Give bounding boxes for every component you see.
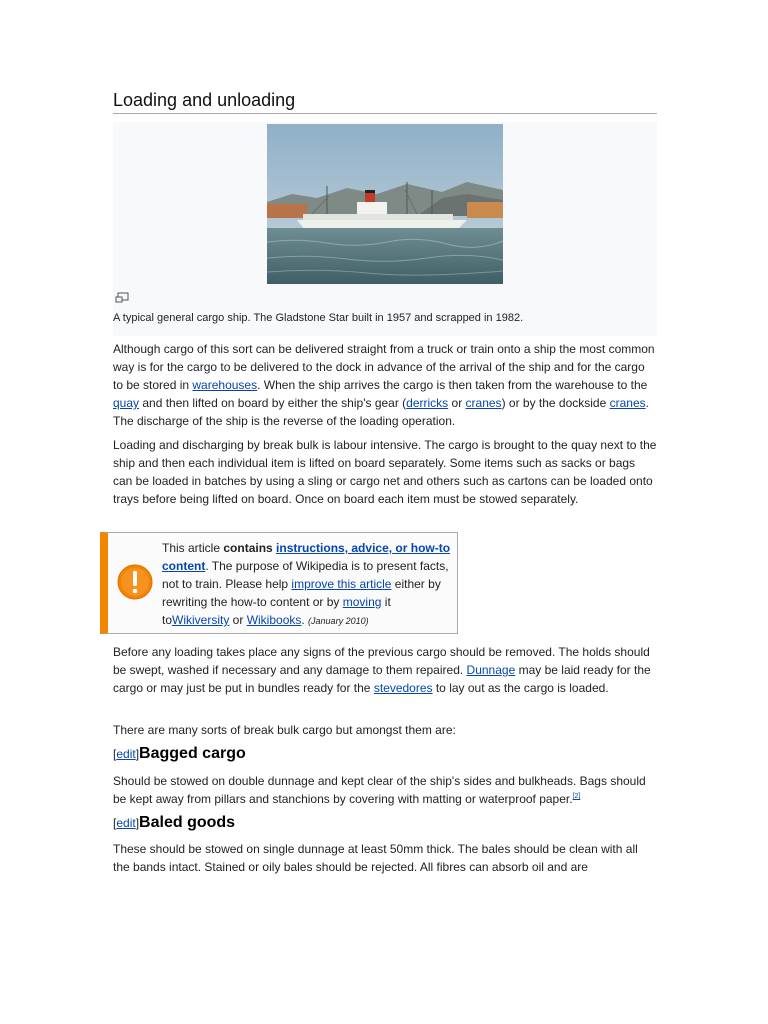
paragraph-labour-intensive: Loading and discharging by break bulk is labour intensive. The cargo is brought to the quay next to the ship and then each individual item is lifted on board separately. Some items such as sacks or bags can be loaded in batches by using a sling or cargo net and others such as cartons can be loaded onto trays before being lifted on board. Once on board each item must be stowed separately. bbox=[113, 438, 657, 506]
edit-link-bagged[interactable]: edit bbox=[116, 747, 136, 761]
link-cranes[interactable]: cranes bbox=[465, 396, 502, 410]
heading-baled-goods: [edit]Baled goods bbox=[113, 814, 236, 831]
notice-text: This article contains instructions, advice, or how-to content. The purpose of Wikipedia is to present facts, not to train. Please help improve this article either by rewriting the how-to content or by moving it toWikiversity or Wikibooks. (January 2010) bbox=[162, 541, 451, 627]
link-derricks[interactable]: derricks bbox=[406, 396, 449, 410]
heading-bagged-cargo: [edit]Bagged cargo bbox=[113, 745, 246, 762]
section-title: Loading and unloading bbox=[113, 88, 657, 114]
link-wikiversity[interactable]: Wikiversity bbox=[172, 613, 230, 627]
link-stevedores[interactable]: stevedores bbox=[373, 681, 433, 695]
paragraph-sorts-of-cargo: There are many sorts of break bulk cargo but amongst them are: bbox=[113, 723, 456, 737]
paragraph-loading-intro: Although cargo of this sort can be delivered straight from a truck or train onto a ship the most common way is for the cargo to be delivered to the dock in advance of the arrival of the ship and for the cargo to be stored in warehouses. When the ship arrives the cargo is then taken from the warehouse to the quay and then lifted on board by either the ship's gear (derricks or cranes) or by the dockside cranes. The discharge of the ship is the reverse of the loading operation. bbox=[113, 342, 655, 428]
link-wikibooks[interactable]: Wikibooks bbox=[246, 613, 302, 627]
thumbnail-figure bbox=[113, 122, 657, 336]
paragraph-baled-goods: These should be stowed on single dunnage at least 50mm thick. The bales should be clean with all the bands intact. Stained or oily bales should be rejected. All fibres can absorb oil and are bbox=[113, 842, 638, 874]
link-dunnage[interactable]: Dunnage bbox=[466, 663, 516, 677]
notice-date: (January 2010) bbox=[308, 616, 369, 626]
link-moving[interactable]: moving bbox=[342, 595, 382, 609]
reference-link-2[interactable]: [2] bbox=[572, 793, 581, 800]
link-improve-article[interactable]: improve this article bbox=[291, 577, 392, 591]
paragraph-before-loading: Before any loading takes place any signs of the previous cargo should be removed. The holds should be swept, washed if necessary and any damage to them repaired. Dunnage may be laid ready for the cargo or may just be put in bundles ready for the stevedores to lay out as the cargo is loaded. bbox=[113, 645, 651, 695]
enlarge-icon[interactable] bbox=[115, 292, 129, 304]
paragraph-bagged-cargo: Should be stowed on double dunnage and kept clear of the ship's sides and bulkheads. Bags should be kept away from pillars and stanchions by covering with matting or waterproof paper.[2] bbox=[113, 774, 646, 806]
exclamation-icon bbox=[116, 563, 154, 601]
link-quay[interactable]: quay bbox=[113, 396, 140, 410]
figure-caption: A typical general cargo ship. The Gladstone Star built in 1957 and scrapped in 1982. bbox=[113, 312, 524, 324]
edit-link-baled[interactable]: edit bbox=[116, 816, 136, 830]
cargo-ship-image[interactable] bbox=[267, 124, 503, 284]
link-cranes-dockside[interactable]: cranes bbox=[609, 396, 646, 410]
link-howto-content[interactable]: instructions, advice, or how-to content bbox=[162, 541, 451, 573]
link-warehouses[interactable]: warehouses bbox=[192, 378, 258, 392]
edit-section-baled: [edit] bbox=[113, 816, 140, 830]
edit-section-bagged: [edit] bbox=[113, 747, 140, 761]
howto-notice-box bbox=[100, 532, 458, 634]
